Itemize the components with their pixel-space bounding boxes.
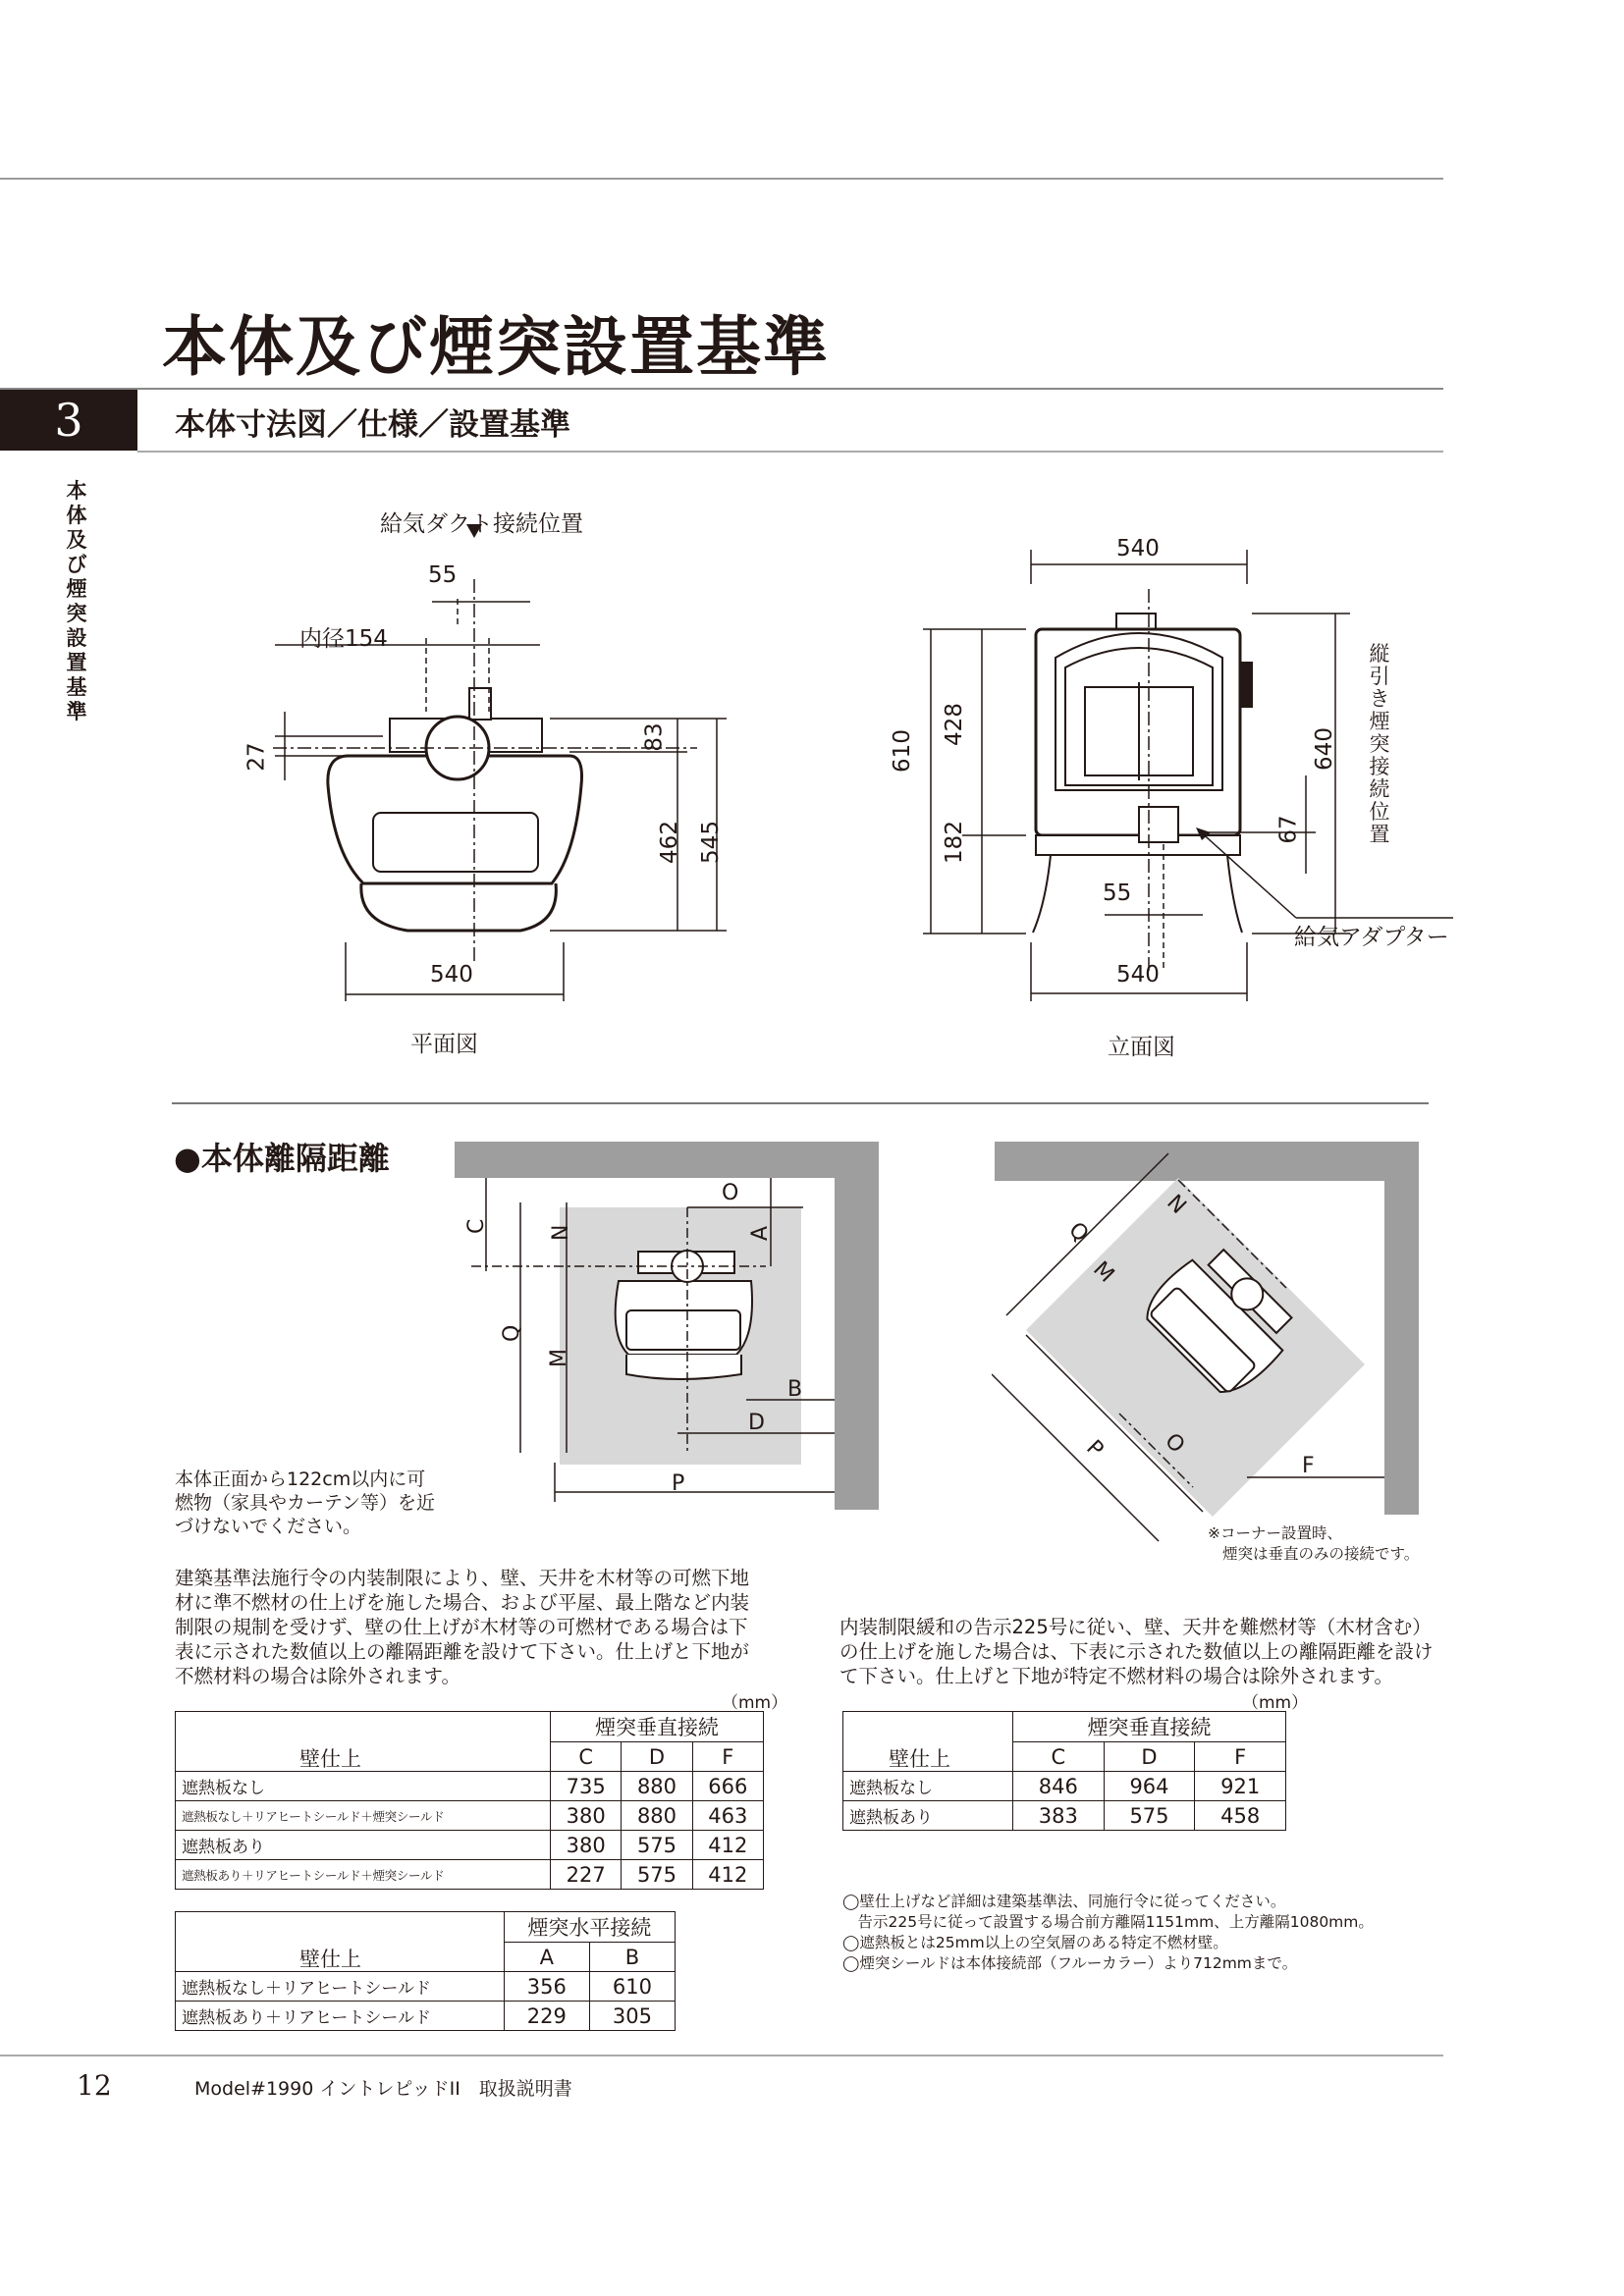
elev-dim-540-top: 540 (1116, 536, 1160, 561)
plan-dim-55: 55 (428, 562, 458, 588)
elev-dim-610: 610 (889, 729, 915, 773)
cell: 610 (589, 1972, 675, 2002)
table-row (176, 1860, 764, 1890)
cell: 463 (692, 1801, 763, 1831)
plan-dim-545: 545 (697, 821, 724, 864)
cell: 458 (1195, 1801, 1286, 1831)
table-row (843, 1772, 1286, 1801)
col-header: F (1195, 1742, 1286, 1772)
plan-dim-inner: 内径154 (299, 626, 388, 652)
label-N: N (549, 1224, 573, 1241)
clearance-heading: ●本体離隔距離 (174, 1140, 390, 1177)
table-row (176, 1772, 764, 1801)
group-header: 煙突垂直接続 (1013, 1712, 1286, 1742)
elev-dim-640: 640 (1311, 727, 1337, 771)
elev-dim-182: 182 (941, 821, 967, 864)
plan-duct-label: 給気ダクト接続位置 (380, 511, 583, 537)
elev-caption: 立面図 (1108, 1035, 1175, 1060)
cell: 964 (1104, 1772, 1195, 1801)
elev-dim-67: 67 (1275, 815, 1302, 844)
row-label: 遮熱板あり (843, 1801, 1013, 1831)
cell: 880 (622, 1772, 692, 1801)
right-explanation: 内装制限緩和の告示225号に従い、壁、天井を難燃材等（木材含む）の仕上げを施した場合は、下表に示された数値以上の離隔距離を設けて下さい。仕上げと下地が特定不燃材料の場合は除外されます。 (839, 1616, 1434, 1687)
elev-dim-428: 428 (941, 703, 967, 746)
cell: 356 (504, 1972, 589, 2002)
table-horizontal (175, 1911, 676, 2031)
label-N: N (1162, 1190, 1191, 1219)
row-header: 壁仕上 (889, 1747, 950, 1771)
cell: 383 (1013, 1801, 1105, 1831)
cell: 575 (622, 1831, 692, 1860)
label-P: P (672, 1471, 685, 1496)
cell: 227 (551, 1860, 622, 1890)
corner-note-1: ※コーナー設置時、 (1208, 1524, 1342, 1542)
label-F: F (1302, 1454, 1315, 1478)
elev-vertical-label: 縦引き煙突接続位置 (1369, 642, 1390, 846)
mid-rule (172, 1102, 1429, 1104)
row-label: 遮熱板なし (843, 1772, 1013, 1801)
cell: 846 (1013, 1772, 1105, 1801)
label-Q: Q (1063, 1217, 1094, 1248)
row-label: 遮熱板なし＋リアヒートシールド＋煙突シールド (176, 1801, 551, 1831)
left-explanation: 建築基準法施行令の内装制限により、壁、天井を木材等の可燃下地材に準不燃材の仕上げを施した場合、および平屋、最上階など内装制限の規制を受けず、壁の仕上げが木材等の可燃材である場合は下表に示された数値以上の離隔距離を設けて下さい。仕上げと下地が不燃材料の場合は除外されます。 (175, 1567, 750, 1687)
row-header: 壁仕上 (299, 1747, 361, 1771)
plan-dim-83: 83 (641, 722, 668, 752)
table-row (176, 1801, 764, 1831)
label-D: D (748, 1411, 765, 1435)
table-vertical-left (175, 1711, 764, 1890)
section-number: 3 (0, 390, 137, 451)
unit-right: （mm） (1242, 1693, 1309, 1713)
page-title: 本体及び煙突設置基準 (162, 308, 830, 385)
table-row (176, 2002, 676, 2031)
elev-dim-540-bottom: 540 (1116, 962, 1160, 988)
cell: 305 (589, 2002, 675, 2031)
cell: 229 (504, 2002, 589, 2031)
side-title: 本体及び煙突設置基準 (66, 478, 87, 723)
cell: 412 (692, 1860, 763, 1890)
section-title: 本体寸法図／仕様／設置基準 (175, 407, 570, 443)
page-number: 12 (77, 2069, 112, 2102)
cell: 575 (622, 1860, 692, 1890)
label-O: O (722, 1181, 739, 1205)
clearance-diagram-wall (452, 1139, 884, 1522)
plan-dim-462: 462 (656, 821, 682, 864)
note-line: 告示225号に従って設置する場合前方離隔1151mm、上方離隔1080mm。 (842, 1913, 1374, 1931)
top-rule (0, 178, 1443, 180)
row-label: 遮熱板あり (176, 1831, 551, 1860)
cell: 880 (622, 1801, 692, 1831)
label-C: C (464, 1218, 489, 1234)
cell: 735 (551, 1772, 622, 1801)
footer-text: Model#1990 イントレピッドII 取扱説明書 (194, 2078, 572, 2100)
label-P: P (1081, 1435, 1109, 1463)
col-header: C (551, 1742, 622, 1772)
label-M: M (547, 1349, 571, 1367)
unit-left: （mm） (722, 1693, 788, 1713)
note-line: ◯遮熱板とは25mm以上の空気層のある特定不燃材壁。 (842, 1934, 1228, 1951)
col-header: A (504, 1943, 589, 1972)
front-clearance-note: 本体正面から122cm以内に可燃物（家具やカーテン等）を近づけないでください。 (175, 1468, 436, 1537)
cell: 666 (692, 1772, 763, 1801)
label-A: A (748, 1225, 773, 1241)
label-O: O (1160, 1428, 1190, 1459)
cell: 921 (1195, 1772, 1286, 1801)
table-row (176, 1831, 764, 1860)
title-rule (0, 388, 1443, 390)
table-row (176, 1972, 676, 2002)
col-header: F (692, 1742, 763, 1772)
plan-dim-27: 27 (244, 742, 270, 772)
label-B: B (787, 1377, 803, 1402)
col-header: D (1104, 1742, 1195, 1772)
cell: 380 (551, 1801, 622, 1831)
plan-view-drawing (236, 491, 746, 1080)
cell: 412 (692, 1831, 763, 1860)
table-row (843, 1801, 1286, 1831)
col-header: C (1013, 1742, 1105, 1772)
cell: 380 (551, 1831, 622, 1860)
col-header: B (589, 1943, 675, 1972)
footer-rule (0, 2055, 1443, 2056)
row-header: 壁仕上 (299, 1948, 361, 1971)
clearance-diagram-corner (992, 1139, 1424, 1551)
row-label: 遮熱板なし (176, 1772, 551, 1801)
plan-dim-540: 540 (430, 962, 473, 988)
note-line: ◯煙突シールドは本体接続部（フルーカラー）より712mmまで。 (842, 1954, 1298, 1972)
plan-caption: 平面図 (410, 1032, 478, 1057)
col-header: D (622, 1742, 692, 1772)
cell: 575 (1104, 1801, 1195, 1831)
row-label: 遮熱板あり＋リアヒートシールド (176, 2002, 505, 2031)
row-label: 遮熱板なし＋リアヒートシールド (176, 1972, 505, 2002)
group-header: 煙突垂直接続 (551, 1712, 764, 1742)
elev-dim-55: 55 (1103, 881, 1132, 906)
group-header: 煙突水平接続 (504, 1912, 675, 1943)
label-M: M (1088, 1256, 1119, 1288)
corner-note-2: 煙突は垂直のみの接続です。 (1222, 1545, 1420, 1563)
elev-adapter-label: 給気アダプター (1294, 925, 1449, 950)
note-line: ◯壁仕上げなど詳細は建築基準法、同施行令に従ってください。 (842, 1893, 1286, 1910)
section-rule (137, 451, 1443, 453)
label-Q: Q (500, 1324, 524, 1342)
row-label: 遮熱板あり＋リアヒートシールド＋煙突シールド (176, 1860, 551, 1890)
